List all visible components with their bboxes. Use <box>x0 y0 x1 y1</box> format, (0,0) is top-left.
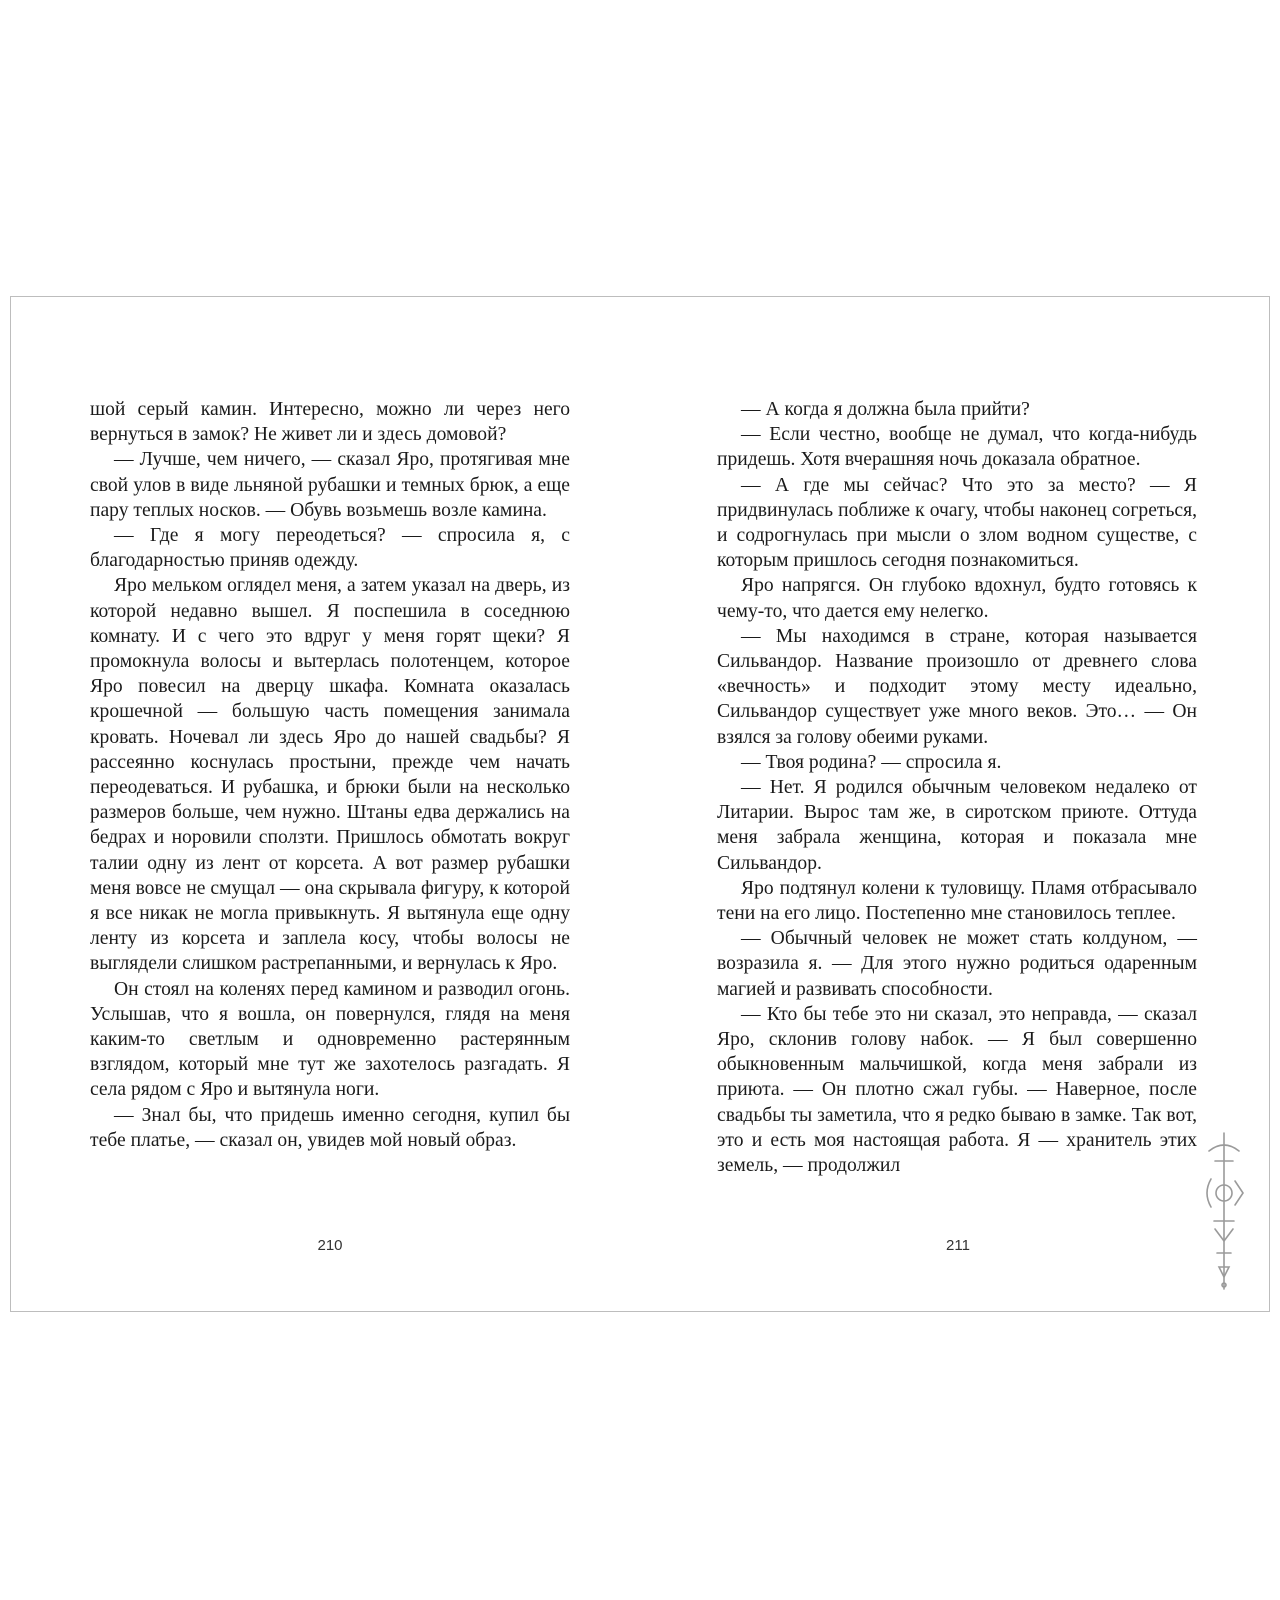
rune-ornament-icon <box>1199 1131 1249 1291</box>
paragraph: Он стоял на коленях перед камином и разводил огонь. Услышав, что я вошла, он повернулся, глядя на меня каким-то светлым и одновременно растерянным взглядом, который мне тут же захотелось разгадать. Я села рядом с Яро и вытянула ноги. <box>90 978 570 1101</box>
paragraph: шой серый камин. Интересно, можно ли через него вернуться в замок? Не живет ли и здесь домовой? <box>90 399 570 446</box>
paragraph: — Где я могу переодеться? — спросила я, с благодарностью приняв одежду. <box>90 525 570 572</box>
paragraph: — Нет. Я родился обычным человеком недалеко от Литарии. Вырос там же, в сиротском приюте. Оттуда меня забрала женщина, которая и показала мне Сильвандор. <box>717 777 1197 874</box>
paragraph: Яро мельком оглядел меня, а затем указал на дверь, из которой недавно вышел. Я поспешила в соседнюю комнату. И с чего это вдруг у меня горят щеки? Я промокнула волосы и вытерлась полотенцем, которое Яро повесил на дверцу шкафа. Комната оказалась крошечной — большую часть помещения занимала кровать. Ночевал ли здесь Яро до нашей свадьбы? Я рассеянно коснулась простыни, прежде чем начать переодеваться. И рубашка, и брюки были на несколько размеров больше, чем нужно. Штаны едва держались на бедрах и норовили сползти. Пришлось обмотать вокруг талии одну из лент от корсета. А вот размер рубашки меня вовсе не смущал — она скрывала фигуру, к которой я все никак не могла привыкнуть. Я вытянула еще одну ленту из корсета и заплела косу, чтобы волосы не выглядели слишком растрепанными, и вернулась к Яро. <box>90 575 570 975</box>
paragraph: — А когда я должна была прийти? <box>741 399 1030 420</box>
paragraph: — Обычный человек не может стать колдуном, — возразила я. — Для этого нужно родиться одаренным магией и развивать способности. <box>717 928 1197 1000</box>
paragraph: — Если честно, вообще не думал, что когда-нибудь придешь. Хотя вчерашняя ночь доказала обратное. <box>717 424 1197 471</box>
paragraph: — Кто бы тебе это ни сказал, это неправда, — сказал Яро, склонив голову набок. — Я был совершенно обыкновенным мальчишкой, когда меня забрали из приюта. — Он плотно сжал губы. — Наверное, после свадьбы ты заметила, что я редко бываю в замке. Так вот, это и есть моя настоящая работа. Я — хранитель этих земель, — продолжил <box>717 1003 1197 1177</box>
paragraph: — Твоя родина? — спросила я. <box>741 751 1002 773</box>
paragraph: — Знал бы, что придешь именно сегодня, купил бы тебе платье, — сказал он, увидев мой новый образ. <box>90 1104 570 1151</box>
left-page-text <box>90 397 570 1153</box>
book-spread <box>10 296 1270 1312</box>
paragraph: — Мы находимся в стране, которая называется Сильвандор. Название произошло от древнего слова «вечность» и подходит этому месту идеально, Сильвандор существует уже много веков. Это… — Он взялся за голову обеими руками. <box>717 625 1197 748</box>
paragraph: — Лучше, чем ничего, — сказал Яро, протягивая мне свой улов в виде льняной рубашки и темных брюк, а еще пару теплых носков. — Обувь возьмешь возле камина. <box>90 449 570 521</box>
paragraph: — А где мы сейчас? Что это за место? — Я придвинулась поближе к очагу, чтобы наконец согреться, и содрогнулась при мысли о злом водном существе, с которым пришлось сегодня познакомиться. <box>717 474 1197 572</box>
paragraph: Яро напрягся. Он глубоко вдохнул, будто готовясь к чему-то, что дается ему нелегко. <box>717 575 1197 622</box>
page-number-right: 211 <box>946 1237 970 1254</box>
paragraph: Яро подтянул колени к туловищу. Пламя отбрасывало тени на его лицо. Постепенно мне становилось теплее. <box>717 877 1197 925</box>
right-page-text <box>717 397 1197 1178</box>
page-number-left: 210 <box>317 1237 343 1254</box>
